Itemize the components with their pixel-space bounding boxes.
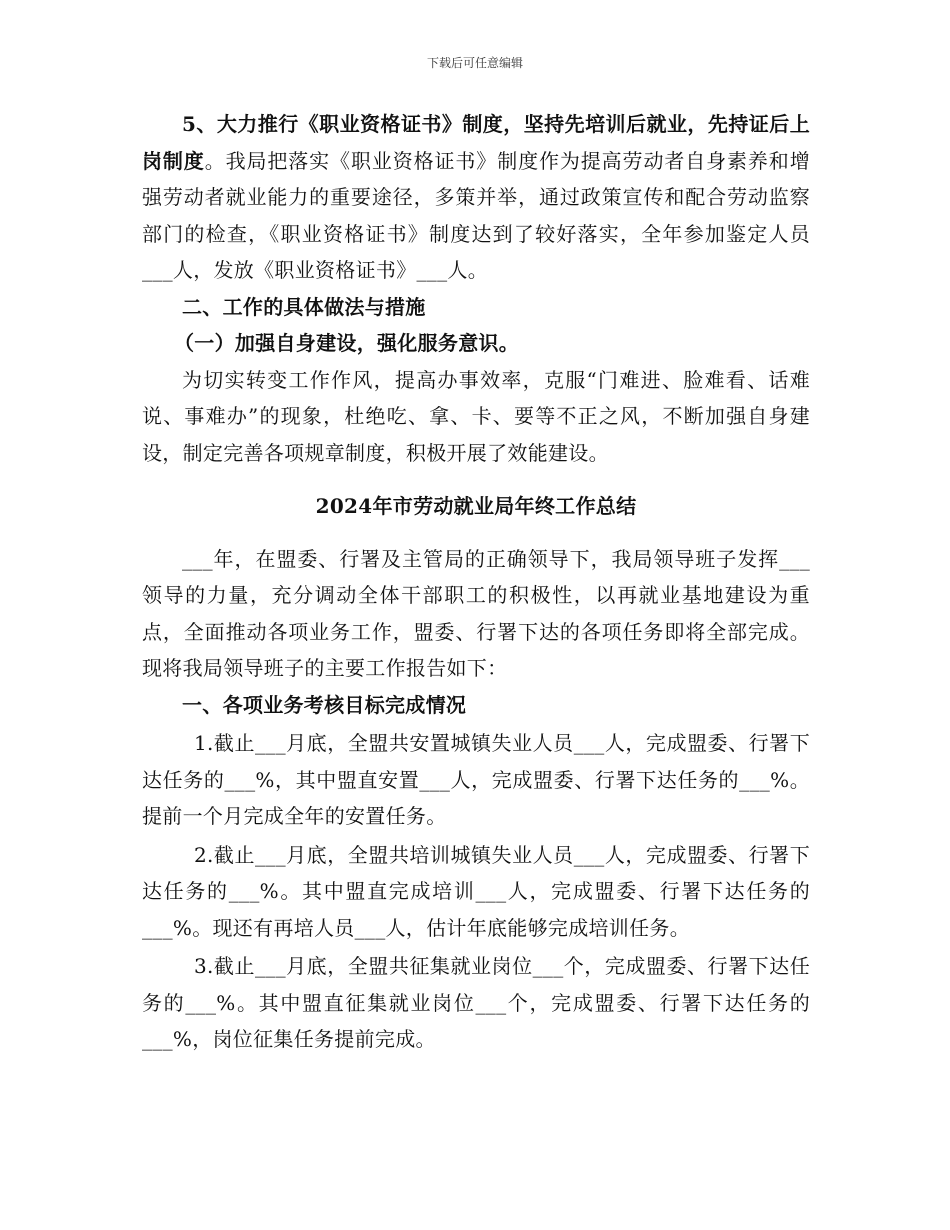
- section-heading-2: 二、工作的具体做法与措施: [182, 294, 426, 319]
- paragraph-conduct: 为切实转变工作作风，提高办事效率，克服“门难进、脸难看、话难说、事难办”的现象，杜绝吃、拿、卡、要等不正之风，不断加强自身建设，制定完善各项规章制度，积极开展了效能建设。: [142, 367, 810, 465]
- paragraph-intro: ___年，在盟委、行署及主管局的正确领导下，我局领导班子发挥___领导的力量，充分调动全体干部职工的积极性，以再就业基地建设为重点，全面推动各项业务工作，盟委、行署下达的各项任务即将全部完成。现将我局领导班子的主要工作报告如下：: [142, 546, 810, 680]
- subsection-heading-1: （一）加强自身建设，强化服务意识。: [174, 331, 520, 355]
- section-heading-1: 一、各项业务考核目标完成情况: [182, 692, 467, 717]
- list-item: 3.截止___月底，全盟共征集就业岗位___个，完成盟委、行署下达任务的___%。其中盟直征集就业岗位___个，完成盟委、行署下达任务的___%，岗位征集任务提前完成。: [142, 954, 810, 1051]
- document-title: 2024年市劳动就业局年终工作总结: [315, 494, 637, 518]
- list-item: 1.截止___月底，全盟共安置城镇失业人员___人，完成盟委、行署下达任务的___%，其中盟直安置___人，完成盟委、行署下达任务的___%。提前一个月完成全年的安置任务。: [142, 731, 810, 828]
- paragraph-item-5: [142, 106, 810, 289]
- page-header-note: 下载后可任意编辑: [426, 56, 523, 70]
- paragraph-item-5-text: 。我局把落实《职业资格证书》制度作为提高劳动者自身素养和增强劳动者就业能力的重要途径，多策并举，通过政策宣传和配合劳动监察部门的检查，《职业资格证书》制度达到了较好落实，全年参加鉴定人员___人，发放《职业资格证书》___人。: [142, 148, 810, 282]
- paragraph-item-5-heading: 5、大力推行《职业资格证书》制度，坚持先培训后就业，先持证后上岗制度: [142, 112, 810, 173]
- list-item: 2.截止___月底，全盟共培训城镇失业人员___人，完成盟委、行署下达任务的___%。其中盟直完成培训___人，完成盟委、行署下达任务的___%。现还有再培人员___人，估计年底能够完成培训任务。: [142, 842, 810, 940]
- document-body: [142, 106, 810, 1058]
